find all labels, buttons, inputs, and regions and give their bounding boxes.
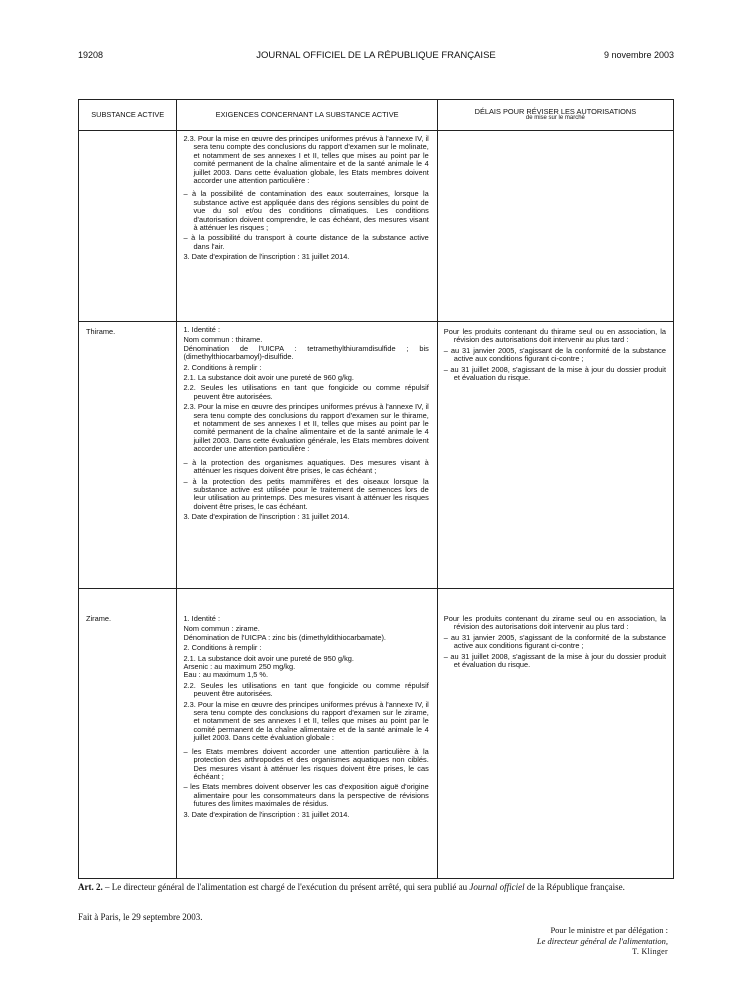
- signature-title: Le directeur général de l'alimentation,: [536, 936, 668, 946]
- paragraph: 2.3. Pour la mise en œuvre des principes uniformes prévus à l'annexe IV, il sera tenu compte des conclusions du rapport d'examen sur le zirame, et notamment de ses annexes I et II, telles que mises au point par le comité permanent de la chaîne alimentaire et de la santé animale le 4 juillet 2003. Dans cette évaluation globale :: [183, 699, 429, 743]
- col-header-delais-line2: de mise sur le marché: [525, 115, 585, 121]
- delais-cell: [437, 131, 673, 322]
- table-row: [79, 322, 674, 589]
- paragraph: Eau : au maximum 1,5 %.: [183, 670, 269, 680]
- paragraph: – à la possibilité de contamination des eaux souterraines, lorsque la substance active est appliquée dans des régions sensibles du point de vue du sol et/ou des conditions climatiques. Les conditions d'autorisation doivent comprendre, le cas échéant, des mesures visant à atténuer les risques ;: [183, 189, 429, 233]
- paragraph: – les Etats membres doivent observer les cas d'exposition aiguë d'origine alimentaire pour les consommateurs dans la perspective de révisions futures des limites maximales de résidus.: [183, 782, 429, 809]
- paragraph: 3. Date d'expiration de l'inscription : 31 juillet 2014.: [183, 512, 350, 522]
- paragraph: 1. Identité :: [183, 325, 221, 334]
- table-row: [79, 131, 674, 322]
- article-text: – Le directeur général de l'alimentation est chargé de l'exécution du présent arrêté, qui sera publié au: [102, 882, 470, 892]
- paragraph: – au 31 juillet 2008, s'agissant de la mise à jour du dossier produit et évaluation du risque.: [443, 651, 666, 670]
- substance-cell: Zirame.: [79, 589, 177, 879]
- signature-delegation: Pour le ministre et par délégation :: [550, 925, 668, 935]
- paragraph: Nom commun : thirame.: [183, 335, 263, 345]
- paragraph: 3. Date d'expiration de l'inscription : 31 juillet 2014.: [183, 252, 350, 262]
- paragraph: Nom commun : zirame.: [183, 624, 260, 634]
- paragraph: 1. Identité :: [183, 614, 221, 623]
- exigences-cell: [177, 322, 437, 589]
- paragraph: 2.1. La substance doit avoir une pureté de 960 g/kg.: [183, 373, 354, 383]
- paragraph: 3. Date d'expiration de l'inscription : 31 juillet 2014.: [183, 809, 350, 819]
- article-2: [78, 882, 674, 892]
- article-journal: Journal officiel: [469, 882, 525, 892]
- paragraph: 2.2. Seules les utilisations en tant que fongicide ou comme répulsif peuvent être autorisées.: [183, 383, 429, 401]
- paragraph: Arsenic : au maximum 250 mg/kg.: [183, 662, 296, 672]
- substance-cell: Thirame.: [79, 322, 177, 589]
- exigences-cell: [177, 131, 437, 322]
- paragraph: 2.3. Pour la mise en œuvre des principes uniformes prévus à l'annexe IV, il sera tenu compte des conclusions du rapport d'examen sur le molinate, et notamment de ses annexes I et II, telles que mises au point par le comité permanent de la chaîne alimentaire et de la santé animale le 4 juillet 2003. Dans cette évaluation globale, les Etats membres doivent accorder une attention particulière :: [183, 134, 429, 186]
- signature-name: T. Klinger: [632, 947, 668, 956]
- col-header-delais: [437, 100, 673, 131]
- paragraph: Dénomination de l'UICPA : tetramethylthiuramdisulfide ; bis (dimethylthiocarbamoyl)-disulfide.: [183, 343, 429, 362]
- col-header-exigences: EXIGENCES CONCERNANT LA SUBSTANCE ACTIVE: [177, 100, 437, 131]
- paragraph: – au 31 janvier 2005, s'agissant de la conformité de la substance active aux conditions figurant ci-contre ;: [443, 345, 666, 364]
- paragraph: 2.3. Pour la mise en œuvre des principes uniformes prévus à l'annexe IV, il sera tenu compte des conclusions du rapport d'examen sur le thirame, et notamment de ses annexes I et II, telles que mises au point par le comité permanent de la chaîne alimentaire et de la santé animale le 4 juillet 2003. Dans cette évaluation générale, les Etats membres doivent accorder une attention particulière :: [183, 402, 429, 454]
- article-text-end: de la République française.: [524, 882, 625, 892]
- paragraph: – au 31 juillet 2008, s'agissant de la mise à jour du dossier produit et évaluation du risque.: [443, 364, 666, 383]
- paragraph: Pour les produits contenant du zirame seul ou en association, la révision des autorisations doit intervenir au plus tard :: [443, 614, 666, 632]
- exigences-cell: [177, 589, 437, 879]
- fait-a-paris: Fait à Paris, le 29 septembre 2003.: [78, 912, 203, 922]
- article-label: Art. 2.: [78, 882, 103, 892]
- substance-cell: [79, 131, 177, 322]
- issue-date: 9 novembre 2003: [603, 50, 674, 60]
- page-header: [78, 50, 674, 64]
- paragraph: – à la protection des petits mammifères et des oiseaux lorsque la substance active est utilisée pour le traitement de semences lors de leur utilisation au printemps. Des mesures visant à atténuer les risques doivent être prises, le cas échéant.: [183, 476, 429, 511]
- paragraph: – au 31 janvier 2005, s'agissant de la conformité de la substance active aux conditions figurant ci-contre ;: [443, 632, 666, 651]
- delais-cell: [437, 589, 673, 879]
- paragraph: Pour les produits contenant du thirame seul ou en association, la révision des autorisations doit intervenir au plus tard :: [443, 327, 666, 345]
- paragraph: 2. Conditions à remplir :: [183, 643, 262, 653]
- paragraph: – à la possibilité du transport à courte distance de la substance active dans l'air.: [183, 233, 429, 251]
- substances-table: [78, 99, 674, 879]
- col-header-substance: SUBSTANCE ACTIVE: [79, 100, 177, 131]
- paragraph: 2. Conditions à remplir :: [183, 362, 262, 372]
- paragraph: 2.2. Seules les utilisations en tant que fongicide ou comme répulsif peuvent être autorisées.: [183, 680, 429, 699]
- journal-title: JOURNAL OFFICIEL DE LA RÉPUBLIQUE FRANÇAISE: [256, 50, 496, 61]
- col-header-delais-line1: DÉLAIS POUR RÉVISER LES AUTORISATIONS: [474, 107, 637, 116]
- paragraph: – à la protection des organismes aquatiques. Des mesures visant à atténuer les risques doivent être prises, le cas échéant ;: [183, 457, 429, 476]
- table-header-row: [79, 100, 674, 131]
- paragraph: 2.1. La substance doit avoir une pureté de 950 g/kg.: [183, 653, 354, 663]
- page-number: 19208: [78, 50, 104, 60]
- table-row: [79, 589, 674, 879]
- delais-cell: [437, 322, 673, 589]
- paragraph: Dénomination de l'UICPA : zinc bis (dimethyldithiocarbamate).: [183, 632, 386, 642]
- paragraph: – les Etats membres doivent accorder une attention particulière à la protection des arthropodes et des organismes aquatiques non ciblés. Des mesures visant à atténuer les risques doivent être prises, le cas échéant ;: [183, 746, 429, 781]
